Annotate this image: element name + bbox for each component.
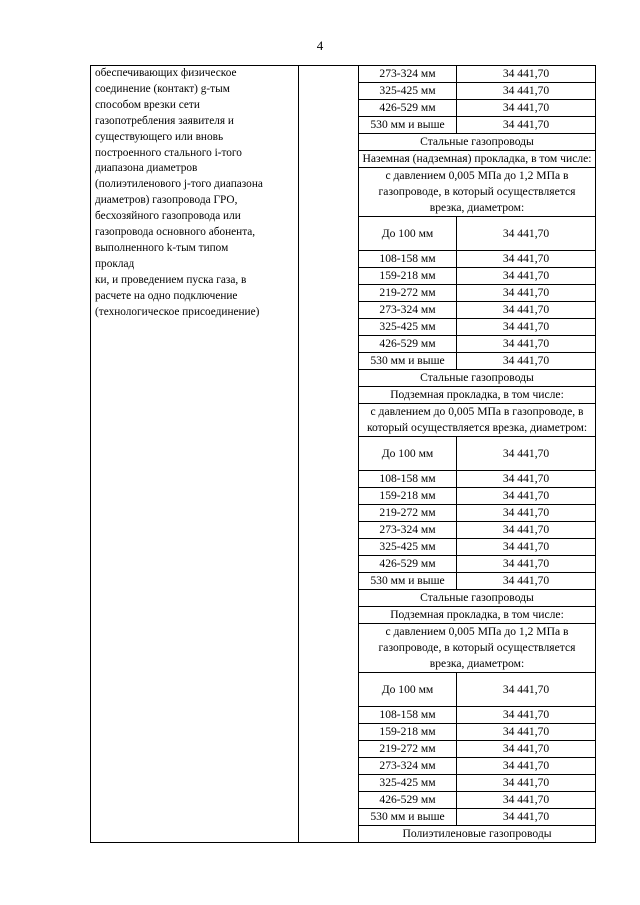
price-cell: 34 441,70 [457,471,596,488]
price-cell: 34 441,70 [457,809,596,826]
description-line: диапазона диаметров [95,162,198,175]
diameter-cell: 426-529 мм [359,792,457,809]
description-line: способом врезки сети [95,98,200,111]
price-cell: 34 441,70 [457,83,596,100]
diameter-cell: 159-218 мм [359,488,457,505]
price-cell: 34 441,70 [457,539,596,556]
section-header: с давлением до 0,005 МПа в газопроводе, в который осуществляется врезка, диаметром: [359,404,596,437]
section-header: Наземная (надземная) прокладка, в том числе: [359,151,596,168]
section-header: Подземная прокладка, в том числе: [359,387,596,404]
description-line: существующего или вновь [95,130,224,143]
diameter-cell: 426-529 мм [359,336,457,353]
section-header: с давлением 0,005 МПа до 1,2 МПа в газопроводе, в который осуществляется врезка, диаметром: [359,624,596,673]
diameter-cell: 325-425 мм [359,539,457,556]
diameter-cell: 273-324 мм [359,758,457,775]
price-cell: 34 441,70 [457,268,596,285]
price-cell: 34 441,70 [457,505,596,522]
diameter-cell: До 100 мм [359,217,457,251]
diameter-cell: 273-324 мм [359,302,457,319]
diameter-cell: 159-218 мм [359,268,457,285]
diameter-cell: 108-158 мм [359,251,457,268]
price-cell: 34 441,70 [457,488,596,505]
section-header: Подземная прокладка, в том числе: [359,607,596,624]
price-cell: 34 441,70 [457,285,596,302]
diameter-cell: 159-218 мм [359,724,457,741]
tariff-table [90,65,596,843]
diameter-cell: 530 мм и выше [359,809,457,826]
diameter-cell: 219-272 мм [359,741,457,758]
diameter-cell: 273-324 мм [359,522,457,539]
price-cell: 34 441,70 [457,251,596,268]
price-row [91,66,596,83]
description-line: бесхозяйного газопровода или [95,210,241,223]
diameter-cell: 426-529 мм [359,100,457,117]
section-header: Полиэтиленовые газопроводы [359,826,596,843]
diameter-cell: 325-425 мм [359,83,457,100]
description-line: газопровода основного абонента, [95,226,256,239]
description-line: (полиэтиленового j-того диапазона [95,178,263,191]
price-cell: 34 441,70 [457,100,596,117]
price-cell: 34 441,70 [457,353,596,370]
price-cell: 34 441,70 [457,66,596,83]
price-cell: 34 441,70 [457,522,596,539]
section-header: Стальные газопроводы [359,590,596,607]
section-header: Стальные газопроводы [359,370,596,387]
price-cell: 34 441,70 [457,707,596,724]
diameter-cell: 325-425 мм [359,775,457,792]
price-cell: 34 441,70 [457,437,596,471]
page-number: 4 [316,38,324,53]
description-line: газопотребления заявителя и [95,114,234,127]
diameter-cell: 273-324 мм [359,66,457,83]
diameter-cell: 530 мм и выше [359,117,457,134]
price-cell: 34 441,70 [457,758,596,775]
diameter-cell: 530 мм и выше [359,353,457,370]
description-line: проклад [95,257,135,270]
price-cell: 34 441,70 [457,302,596,319]
description-line: (технологическое присоединение) [95,305,260,318]
description-line: диаметров) газопровода ГРО, [95,194,238,207]
price-cell: 34 441,70 [457,775,596,792]
section-header: Стальные газопроводы [359,134,596,151]
diameter-cell: 219-272 мм [359,285,457,302]
description-line: обеспечивающих физическое [95,67,237,79]
diameter-cell: 530 мм и выше [359,573,457,590]
description-line: расчете на одно подключение [95,289,238,302]
tariff-table-body [91,66,596,843]
diameter-cell: 426-529 мм [359,556,457,573]
price-cell: 34 441,70 [457,673,596,707]
price-cell: 34 441,70 [457,319,596,336]
description-line: ки, и проведением пуска газа, в [95,273,247,286]
diameter-cell: 108-158 мм [359,471,457,488]
price-cell: 34 441,70 [457,573,596,590]
description-line: соединение (контакт) g-тым [95,82,230,95]
empty-column [299,66,359,843]
description-line: выполненного k-тым типом [95,241,229,254]
diameter-cell: До 100 мм [359,673,457,707]
description-line: построенного стального i-того [95,146,242,159]
diameter-cell: До 100 мм [359,437,457,471]
price-cell: 34 441,70 [457,556,596,573]
diameter-cell: 219-272 мм [359,505,457,522]
price-cell: 34 441,70 [457,217,596,251]
diameter-cell: 325-425 мм [359,319,457,336]
section-header: с давлением 0,005 МПа до 1,2 МПа в газопроводе, в который осуществляется врезка, диаметром: [359,168,596,217]
price-cell: 34 441,70 [457,792,596,809]
price-cell: 34 441,70 [457,724,596,741]
service-description [91,66,299,843]
price-cell: 34 441,70 [457,336,596,353]
price-cell: 34 441,70 [457,741,596,758]
price-cell: 34 441,70 [457,117,596,134]
diameter-cell: 108-158 мм [359,707,457,724]
